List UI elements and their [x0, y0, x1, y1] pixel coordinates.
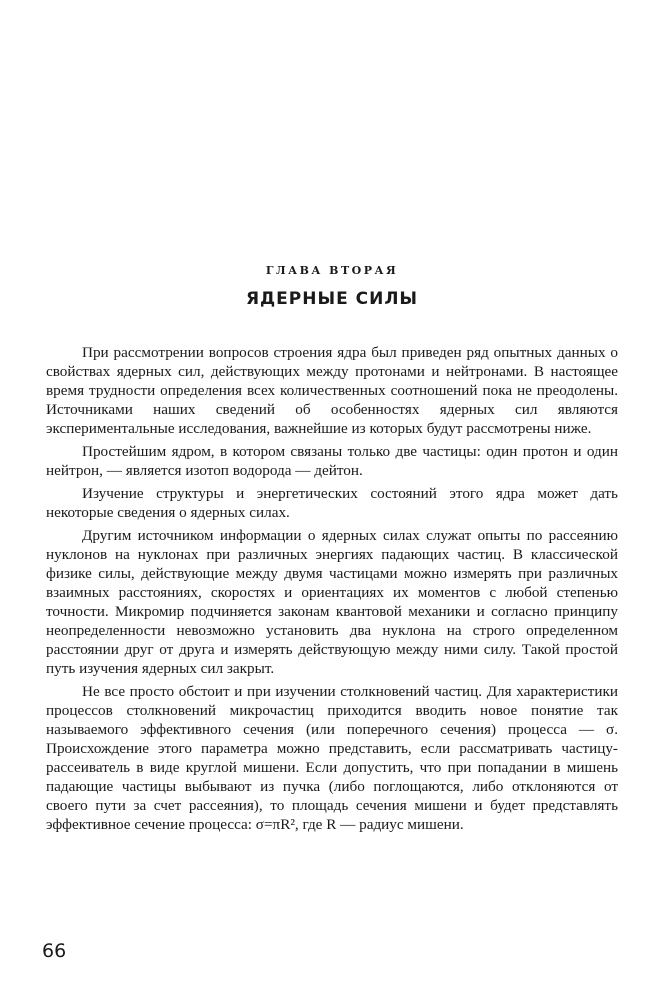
paragraph: Другим источником информации о ядерных силах служат опыты по рассеянию нуклонов на нуклонах при различных энергиях падающих частиц. В классической физике силы, действующие между двумя частицами можно измерять при различных взаимных расстояниях, скоростях и ориентациях их моментов с любой степенью точности. Микромир подчиняется законам квантовой механики и согласно принципу неопределенности невозможно установить два нуклона на строго определенном расстоянии друг от друга и измерять действующую между ними силу. Такой простой путь изучения ядерных сил закрыт.	[46, 527, 618, 677]
chapter-label: ГЛАВА ВТОРАЯ	[265, 264, 399, 277]
paragraph: Простейшим ядром, в котором связаны только две частицы: один протон и один нейтрон, — является изотоп водорода — дейтон.	[46, 443, 618, 479]
chapter-title: ЯДЕРНЫЕ СИЛЫ	[245, 289, 419, 309]
paragraph: При рассмотрении вопросов строения ядра был приведен ряд опытных данных о свойствах ядерных сил, действующих между протонами и нейтронами. В настоящее время трудности определения всех количественных соотношений пока не преодолены. Источниками наших сведений об особенностях ядерных сил являются экспериментальные исследования, важнейшие из которых будут рассмотрены ниже.	[46, 344, 618, 437]
paragraph: Не все просто обстоит и при изучении столкновений частиц. Для характеристики процессов столкновений микрочастиц приходится вводить новое понятие так называемого эффективного сечения (или поперечного сечения) процесса — σ. Происхождение этого параметра можно представить, если рассматривать частицу-рассеиватель в виде круглой мишени. Если допустить, что при попадании в мишень падающие частицы выбывают из пучка (либо поглощаются, либо отклоняются от своего пути за счет рассеяния), то площадь сечения мишени и будет представлять эффективное сечение процесса: σ=πR², где R — радиус мишени.	[46, 683, 618, 833]
page-number: 66	[42, 940, 67, 962]
chapter-body	[46, 343, 618, 838]
paragraph: Изучение структуры и энергетических состояний этого ядра может дать некоторые сведения о ядерных силах.	[46, 485, 618, 521]
